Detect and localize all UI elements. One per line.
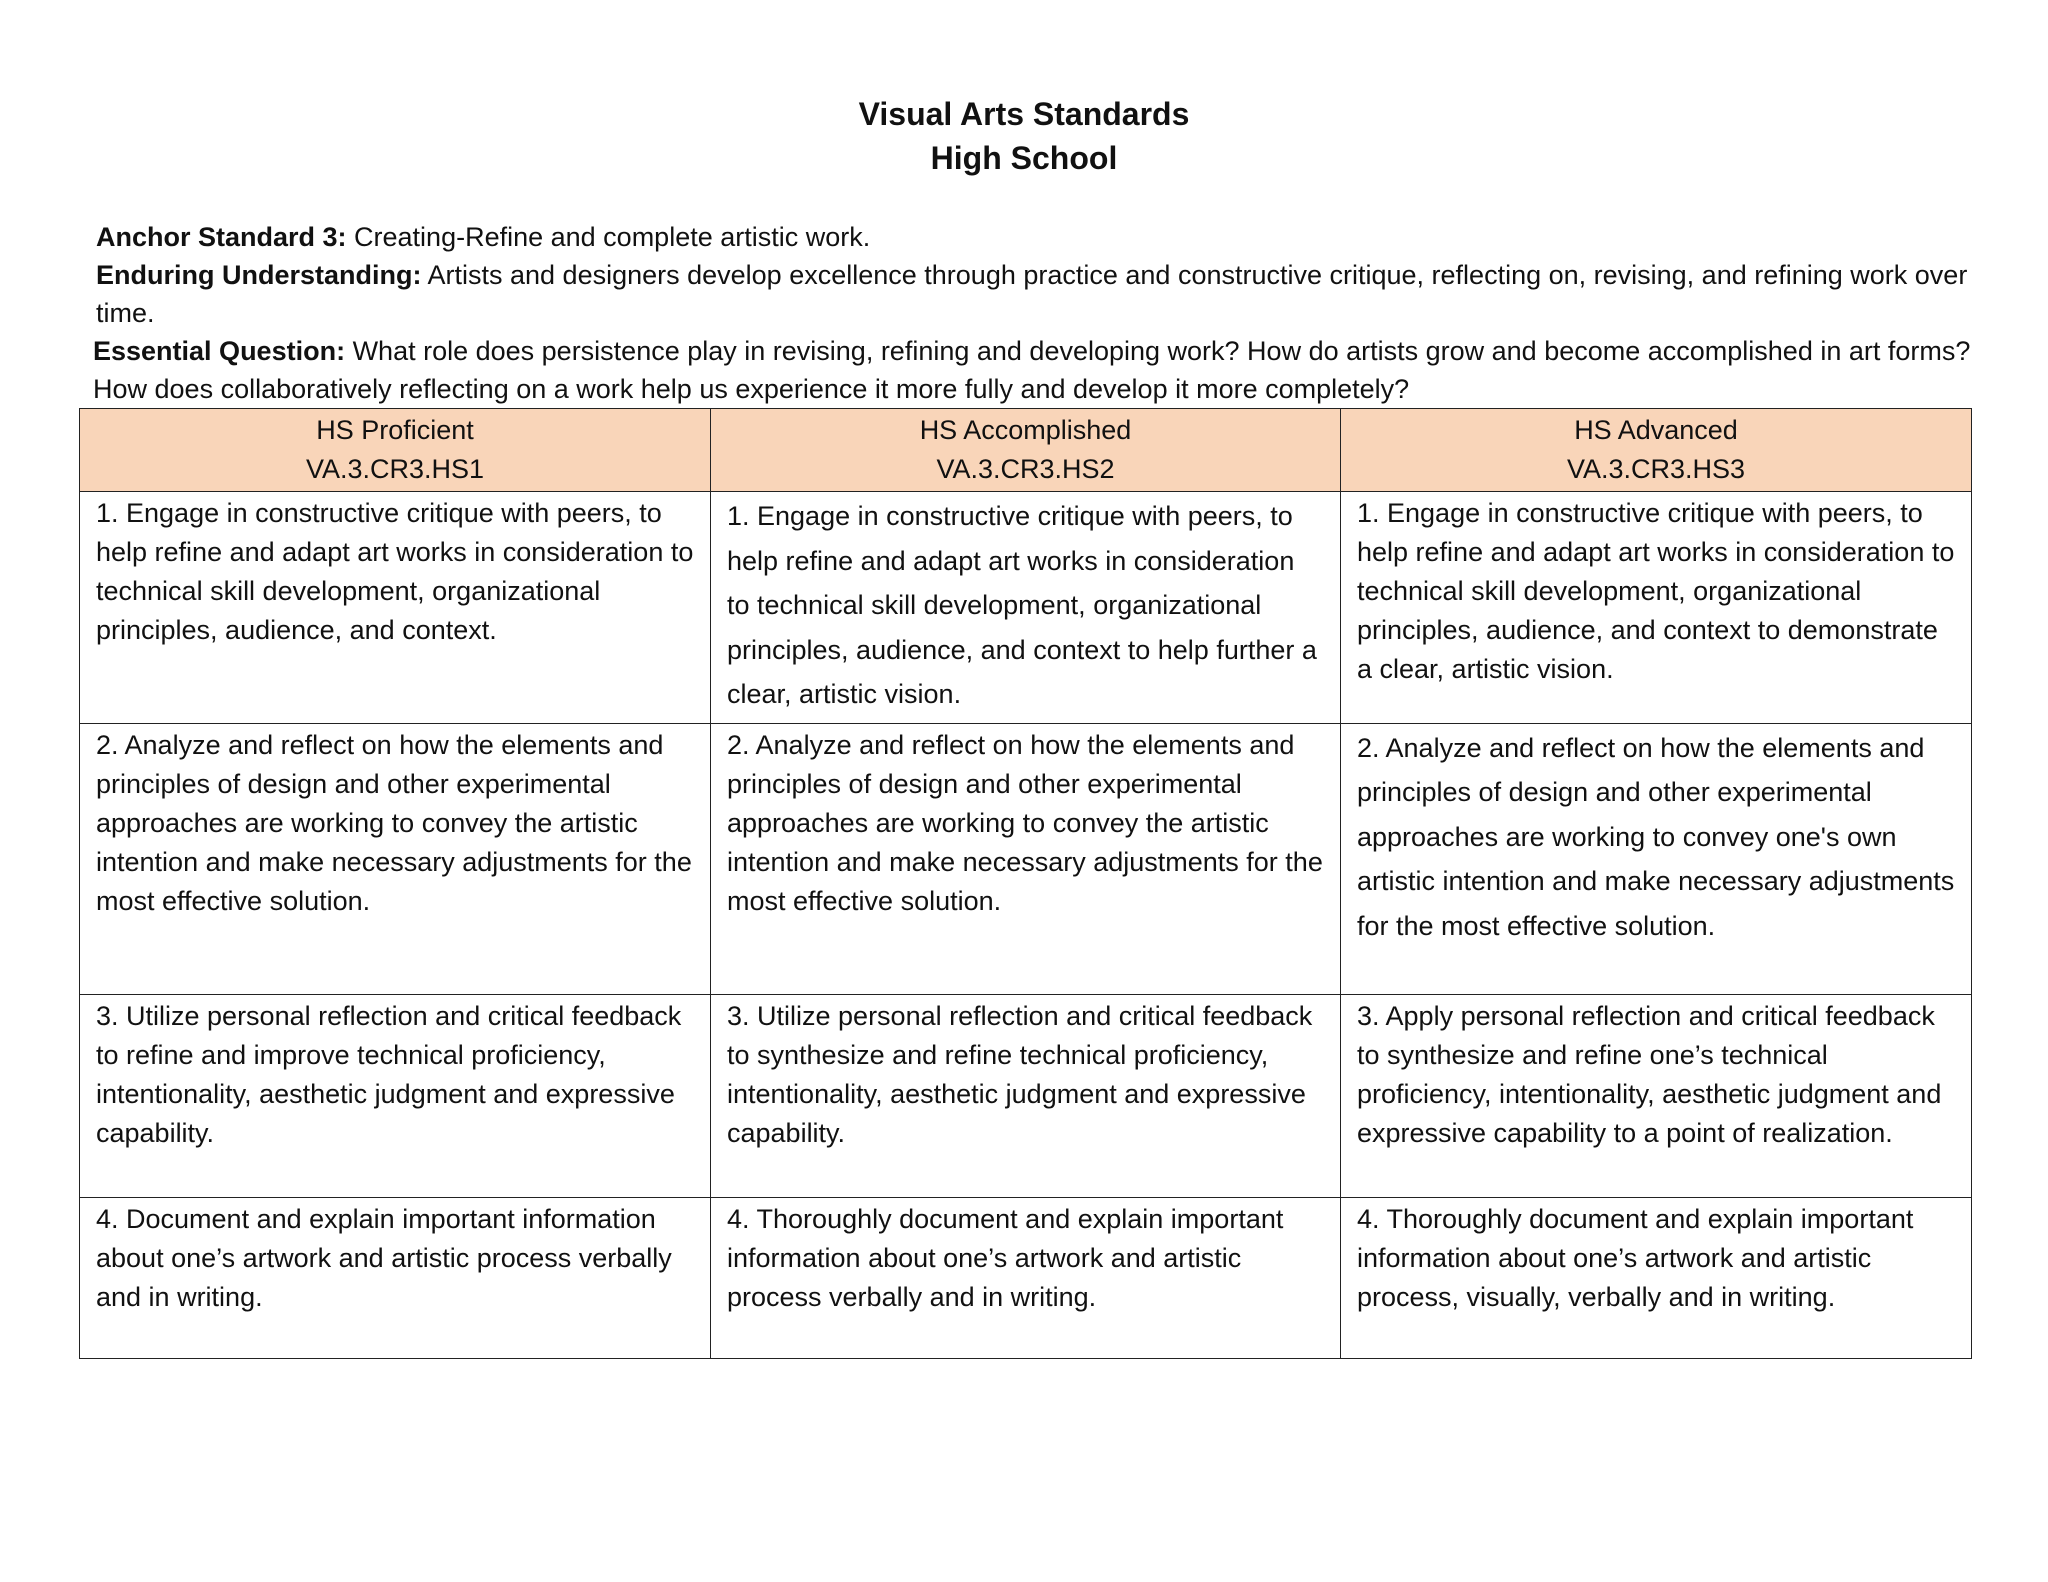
anchor-standard [96,218,1976,256]
table-cell: 2. Analyze and reflect on how the elements and principles of design and other experimental approaches are working to convey the artistic intention and make necessary adjustments for the most effective solution. [80,723,711,994]
table-row [80,492,1972,724]
essential-question [93,332,1976,408]
table-cell: 1. Engage in constructive critique with peers, to help refine and adapt art works in consideration to technical skill development, organizational principles, audience, and context to demonstrate a clear, artistic vision. [1341,492,1972,724]
header-level: HS Advanced [1574,415,1738,445]
standard-intro [93,218,1976,408]
table-row [80,723,1972,994]
header-hs-advanced [1341,409,1972,492]
page-title [0,92,2048,180]
table-row [80,994,1972,1197]
title-line-2: High School [930,140,1118,176]
table-cell: 4. Thoroughly document and explain important information about one’s artwork and artistic process, visually, verbally and in writing. [1341,1197,1972,1358]
header-hs-proficient [80,409,711,492]
anchor-standard-text: Creating-Refine and complete artistic work. [346,222,871,252]
table-cell: 3. Utilize personal reflection and critical feedback to synthesize and refine technical proficiency, intentionality, aesthetic judgment and expressive capability. [711,994,1341,1197]
table-row [80,1197,1972,1358]
essential-question-text: What role does persistence play in revising, refining and developing work? How do artists grow and become accomplished in art forms? How does collaboratively reflecting on a work help us experience it more fully and develop it more completely? [93,336,1971,404]
enduring-understanding [96,256,1976,332]
table-cell: 4. Document and explain important information about one’s artwork and artistic process verbally and in writing. [80,1197,711,1358]
title-line-1: Visual Arts Standards [858,96,1190,132]
table-cell: 1. Engage in constructive critique with peers, to help refine and adapt art works in consideration to technical skill development, organizational principles, audience, and context. [80,492,711,724]
table-cell: 2. Analyze and reflect on how the elements and principles of design and other experimental approaches are working to convey the artistic intention and make necessary adjustments for the most effective solution. [711,723,1341,994]
table-cell: 3. Utilize personal reflection and critical feedback to refine and improve technical proficiency, intentionality, aesthetic judgment and expressive capability. [80,994,711,1197]
header-level: HS Accomplished [919,415,1132,445]
table-cell: 4. Thoroughly document and explain important information about one’s artwork and artistic process verbally and in writing. [711,1197,1341,1358]
table-cell: 3. Apply personal reflection and critical feedback to synthesize and refine one’s technical proficiency, intentionality, aesthetic judgment and expressive capability to a point of realization. [1341,994,1972,1197]
essential-question-label: Essential Question: [93,336,346,366]
enduring-understanding-label: Enduring Understanding: [96,260,422,290]
table-header-row [80,409,1972,492]
header-level: HS Proficient [316,415,474,445]
enduring-understanding-text: Artists and designers develop excellence through practice and constructive critique, reflecting on, revising, and refining work over time. [96,260,1968,328]
table-cell: 2. Analyze and reflect on how the elements and principles of design and other experimental approaches are working to convey one's own artistic intention and make necessary adjustments for the most effective solution. [1341,723,1972,994]
standards-table [79,408,1972,1359]
anchor-standard-label: Anchor Standard 3: [96,222,347,252]
header-code: VA.3.CR3.HS2 [936,454,1115,484]
table-cell: 1. Engage in constructive critique with peers, to help refine and adapt art works in consideration to technical skill development, organizational principles, audience, and context to help further a clear, artistic vision. [711,492,1341,724]
header-hs-accomplished [711,409,1341,492]
header-code: VA.3.CR3.HS3 [1566,454,1746,484]
header-code: VA.3.CR3.HS1 [305,454,485,484]
